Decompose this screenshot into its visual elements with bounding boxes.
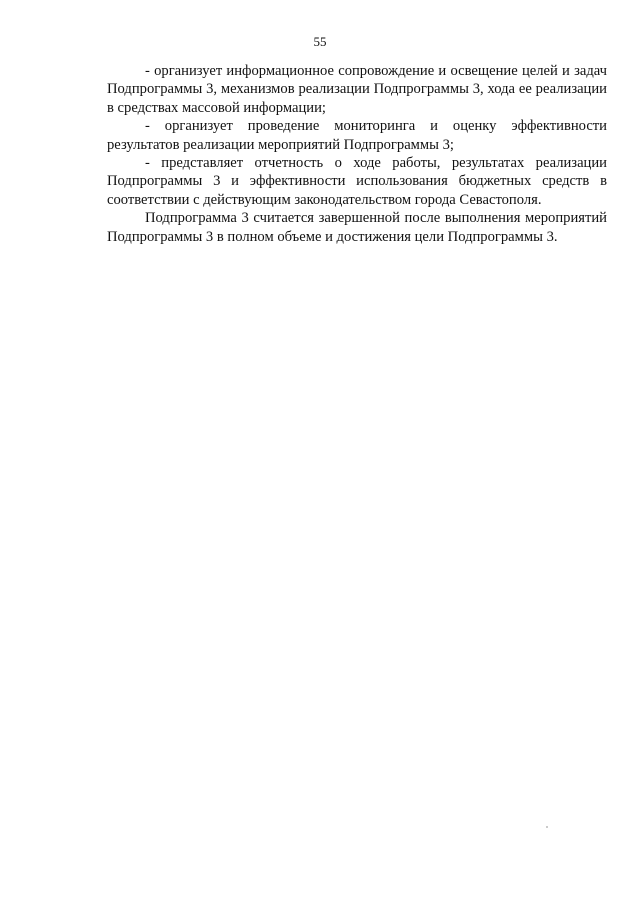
page-number: 55 [313, 34, 327, 49]
paragraph-information-support: - организует информационное сопровождение и освещение целей и задач Подпрограммы 3, механизмов реализации Подпрограммы 3, хода ее реализации в средствах массовой информации; [107, 63, 607, 116]
paragraph-completion: Подпрограмма 3 считается завершенной после выполнения мероприятий Подпрограммы 3 в полном объеме и достижения цели Подпрограммы 3. [107, 210, 607, 245]
paragraph-monitoring: - организует проведение мониторинга и оценку эффективности результатов реализации мероприятий Подпрограммы 3; [107, 118, 607, 153]
body-text [107, 62, 607, 246]
paragraph-reporting: - представляет отчетность о ходе работы, результатах реализации Подпрограммы 3 и эффективности использования бюджетных средств в соответствии с действующим законодательством города Севастополя. [107, 155, 607, 208]
scan-speck [546, 826, 548, 828]
